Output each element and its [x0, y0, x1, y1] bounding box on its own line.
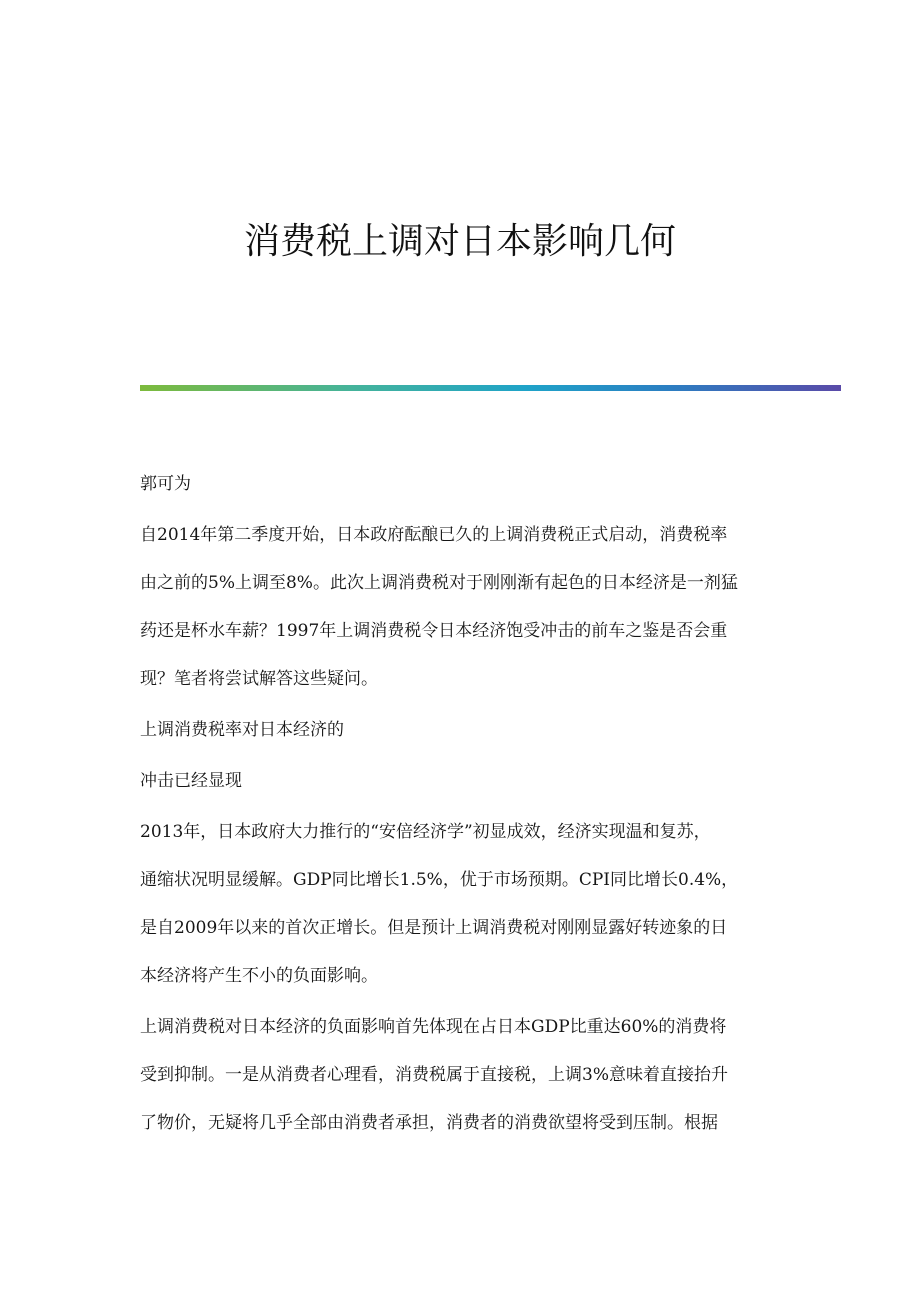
paragraph-line: 是自2009年以来的首次正增长。但是预计上调消费税对刚刚显露好转迹象的日	[140, 918, 728, 938]
section-heading-line: 上调消费税率对日本经济的	[140, 720, 344, 740]
paragraph-intro	[140, 520, 780, 694]
paragraph-line: 自2014年第二季度开始，日本政府酝酿已久的上调消费税正式启动，消费税率	[140, 525, 728, 545]
paragraph-line: 药还是杯水车薪？1997年上调消费税令日本经济饱受冲击的前车之鉴是否会重	[140, 621, 728, 641]
paragraph-line: 上调消费税对日本经济的负面影响首先体现在占日本GDP比重达60%的消费将	[140, 1017, 727, 1037]
paragraph-line: 由之前的5%上调至8%。此次上调消费税对于刚刚渐有起色的日本经济是一剂猛	[140, 573, 738, 593]
section-heading-part-1	[140, 715, 780, 745]
paragraph-line: 通缩状况明显缓解。GDP同比增长1.5%，优于市场预期。CPI同比增长0.4%，	[140, 870, 739, 890]
author-name: 郭可为	[140, 474, 191, 494]
paragraph-line: 现？笔者将尝试解答这些疑问。	[140, 669, 378, 689]
paragraph-line: 受到抑制。一是从消费者心理看，消费税属于直接税，上调3%意味着直接抬升	[140, 1065, 728, 1085]
author-paragraph	[140, 469, 780, 499]
paragraph-line: 了物价，无疑将几乎全部由消费者承担，消费者的消费欲望将受到压制。根据	[140, 1113, 718, 1133]
paragraph-line: 本经济将产生不小的负面影响。	[140, 966, 378, 986]
paragraph-consumption	[140, 1012, 780, 1138]
paragraph-line: 2013年，日本政府大力推行的“安倍经济学”初显成效，经济实现温和复苏，	[140, 822, 711, 842]
title-divider	[140, 385, 841, 391]
document-title: 消费税上调对日本影响几何	[243, 221, 676, 262]
section-heading-part-2	[140, 766, 780, 796]
document-body	[140, 469, 780, 1159]
paragraph-2013	[140, 817, 780, 991]
section-heading-line: 冲击已经显现	[140, 771, 242, 791]
